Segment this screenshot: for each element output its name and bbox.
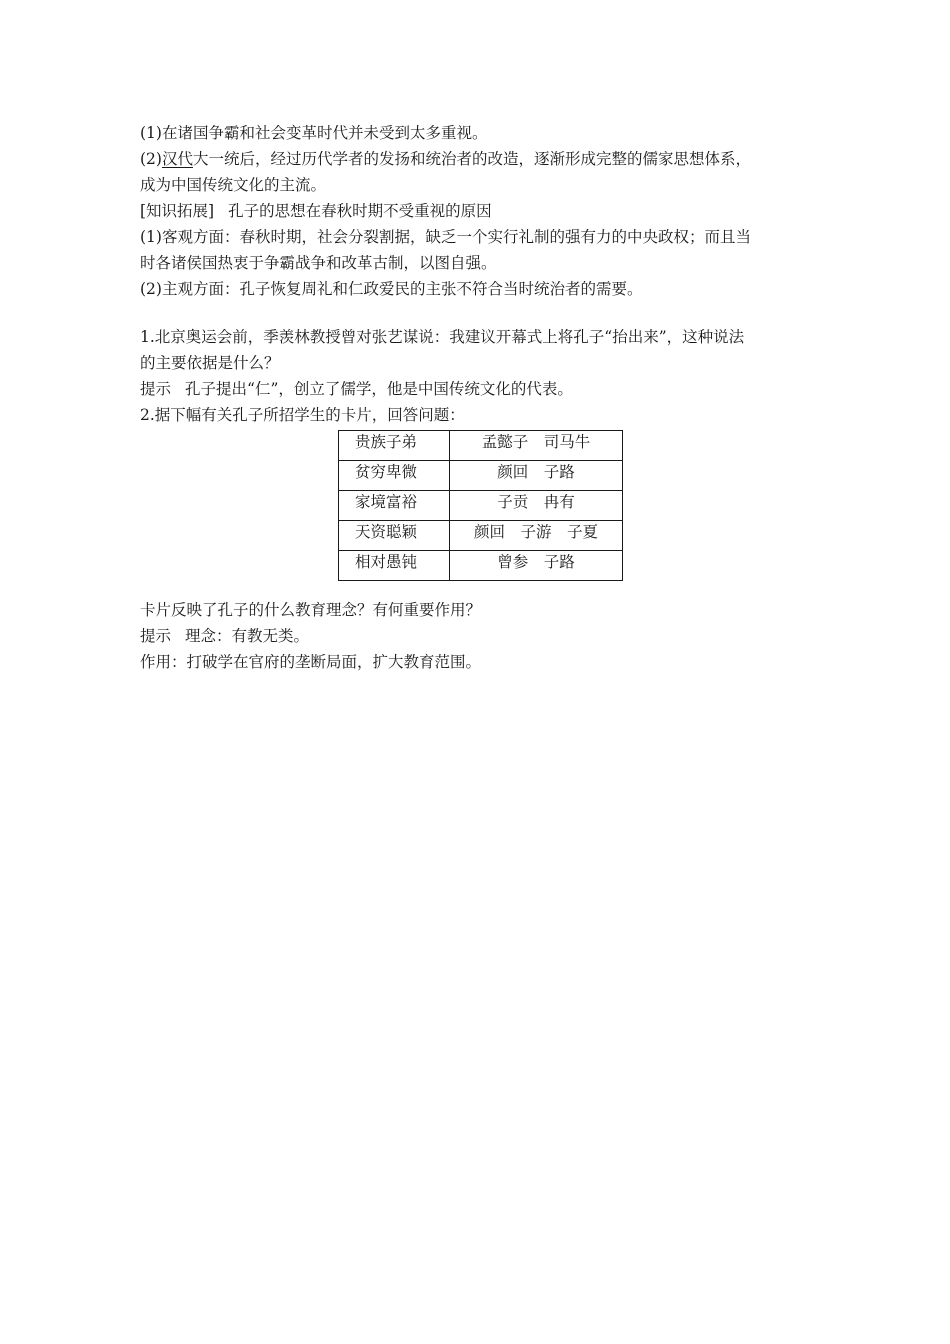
table-row (339, 461, 623, 491)
student-card-table (338, 430, 623, 581)
han-dynasty-underlined: 汉代 (161, 150, 193, 168)
extension-objective-line-2: 时各诸侯国热衷于争霸战争和改革古制，以图自强。 (140, 254, 497, 272)
category-cell: 贫穷卑微 (339, 461, 450, 491)
students-cell: 颜回 子路 (450, 461, 623, 491)
point-2-line-1 (140, 146, 820, 172)
hint-text: 孔子提出“仁”，创立了儒学，他是中国传统文化的代表。 (185, 380, 573, 398)
category-cell: 家境富裕 (339, 491, 450, 521)
students-cell: 曾参 子路 (450, 551, 623, 581)
table-row (339, 551, 623, 581)
extension-objective-line-1: (1)客观方面：春秋时期，社会分裂割据，缺乏一个实行礼制的强有力的中央政权；而且当 (140, 228, 751, 246)
hint-text: 理念：有教无类。 (185, 627, 310, 645)
point-2-prefix: (2) (140, 150, 162, 168)
category-cell: 贵族子弟 (339, 431, 450, 461)
table-row (339, 521, 623, 551)
students-cell: 子贡 冉有 (450, 491, 623, 521)
point-1: (1)在诸国争霸和社会变革时代并未受到太多重视。 (140, 124, 488, 142)
question-2: 2.据下幅有关孔子所招学生的卡片，回答问题： (140, 406, 465, 424)
extension-subjective: (2)主观方面：孔子恢复周礼和仁政爱民的主张不符合当时统治者的需要。 (140, 280, 643, 298)
table-row (339, 491, 623, 521)
extension-tag: [知识拓展] (140, 202, 215, 220)
students-cell: 颜回 子游 子夏 (450, 521, 623, 551)
question-2-hint (140, 623, 820, 649)
question-2-effect: 作用：打破学在官府的垄断局面，扩大教育范围。 (140, 653, 482, 671)
extension-heading (140, 198, 820, 224)
question-2-follow-up: 卡片反映了孔子的什么教育理念？有何重要作用？ (140, 601, 482, 619)
document-page (140, 120, 820, 675)
hint-label: 提示 (140, 627, 172, 645)
question-1-line-1: 1.北京奥运会前，季羡林教授曾对张艺谋说：我建议开幕式上将孔子“抬出来”，这种说法 (140, 328, 745, 346)
hint-label: 提示 (140, 380, 172, 398)
category-cell: 天资聪颖 (339, 521, 450, 551)
point-2-line-2: 成为中国传统文化的主流。 (140, 176, 327, 194)
extension-title: 孔子的思想在春秋时期不受重视的原因 (228, 202, 492, 220)
point-2-text: 大一统后，经过历代学者的发扬和统治者的改造，逐渐形成完整的儒家思想体系， (192, 150, 751, 168)
table-row (339, 431, 623, 461)
students-cell: 孟懿子 司马牛 (450, 431, 623, 461)
question-1-hint (140, 376, 820, 402)
question-1-line-2: 的主要依据是什么？ (140, 354, 280, 372)
category-cell: 相对愚钝 (339, 551, 450, 581)
